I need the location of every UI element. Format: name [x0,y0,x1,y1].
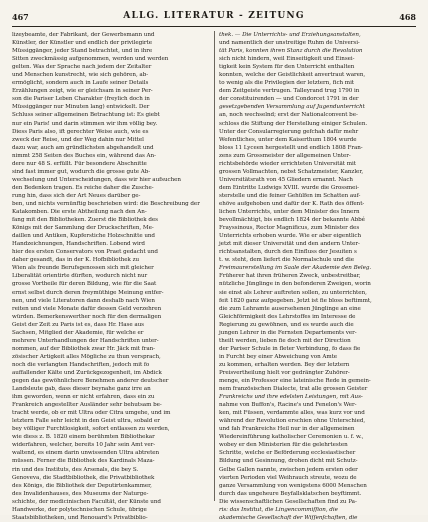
text-line: feit 1820 ganz aufgegeben. Jetzt ist fie bloss beftimmt, [219,297,372,304]
text-line: zens zum Grossmeister der allgemeinen Unter- [219,152,351,159]
text-line: lichen Unterrichts, unter dem Minister des Innern [219,209,360,216]
text-line: rin und des Instituts, des Arsenals, die bey S. [12,466,139,473]
text-line: Schluss seiner allgemeinen Betrachtung ist: Es giebt [12,112,160,119]
text-line: und Menschen kunstrecht, wie sich gehören, ab- [12,72,149,79]
text-line: Erzählungen zeigt, wie er gleichsam in seiner Per- [12,88,153,95]
text-line: Handwerke, der polytechnischen Schule, übrige [12,506,147,513]
text-line: Regierung zu gewöhnen, und es wurde auch die [219,321,354,328]
text-line: Gelbe Gallen nannte, zwischen jedem ersten oder [219,466,358,473]
text-line: Wien als freunde Berufsgenossen sich mit gleicher [12,265,154,272]
text-line: rung hin, dass sich der Art Neues darüber ge- [12,192,141,199]
text-line: Universitätsrath von 45 Gliedern ernannt. Nach [219,176,353,183]
text-line: Unterrichts erhoben wurde. Wie er aber eigentlich [219,233,362,240]
text-line: gegen das gewöhnlichere Benehmen anderer deutscher [12,378,169,385]
text-line: bloss 11 Lyceen hergestellt und endlich 1808 Fran- [219,144,363,151]
text-line: Schritte, welche er Beförderung ecclesiastischer [219,450,356,457]
text-line: nem französischen Dialecte, trat alle grossen Geister [219,386,368,393]
text-line: Liberalität orientirte dürften, wodurch nicht nur [12,273,148,280]
text-line: des Invalidenhauses, des Museums der Naturge- [12,490,149,497]
text-line: die zum Lehramte ausersehenen Jünglinge an eine [219,305,361,312]
text-line: gelten. Was der Sprache nach jedem der Zeitalter [12,64,152,71]
text-line: sie einst als Lehrer auftreten sollen, zu unterrichten, [219,289,367,296]
text-line: dem Zeitgeiste vertrugen. Talleyrand trug 1790 in [219,88,360,95]
text-line: son die Pariser Leben Charakter (freylich doch in [12,96,150,103]
text-line: Königs mit der Sammlung der Druckschriften, Me- [12,225,154,232]
text-line: widerfahren, welcher, bereits 10 Jahr sein Amt ver- [12,442,156,449]
text-line: mehrere Unterhandlungen der Handschriften unter- [12,337,159,344]
text-line: tät Paris, konnten ihren Stanz durch die Revolution [219,48,363,55]
text-line: an, noch wechselnd; erst der Nationalconvent be- [219,112,358,119]
text-line: Künstler, der Künstler und endlich der privilegirte [12,40,153,47]
text-line: richtsanstalten, durch den Einfluss der Jesuiten s [219,249,357,256]
text-line: Müssiggänger nur Minuten lang) entwickelt. Der [12,104,150,111]
text-line: würden. Bemerkenswerther noch für den dermaligen [12,313,162,320]
text-line: gesetzgebenden Versammlung auf Jugendunterricht [219,104,365,111]
text-line: des Königs, die Bibliothek der Deputirtenkammer, [12,482,152,489]
text-line: hier des ersten Conservators von Praet gedacht und [12,249,158,256]
text-line: Staatsbibliotheken, und Renouard's Privatbiblio- [12,514,148,521]
text-line: Landsleute gab, dass dieser beynahe ganz irre an [12,386,151,393]
text-line: Frayssinous, Rector Magnificus, zum Minister des [219,225,360,232]
text-line: zweck der Reise, und der Weg dahin nur Mittel [12,136,144,143]
text-line: nommen, auf der Bibliothek zwar Hr. Jäck mit fran- [12,345,156,352]
header-rule [12,26,416,27]
journal-title: ALLG. LITERATUR - ZEITUNG [123,11,305,21]
text-line: tigkeit kein System für den Unterricht enthalten [219,64,355,71]
text-line: reiten und viele Monate dafür dessen Geld verzehren [12,305,162,312]
page-number-left: 467 [12,12,29,22]
page-header [12,12,416,24]
text-line: thek. — Die Unterrichts- und Erziehungsanstalten, [219,32,361,38]
text-line: daher gesandt, das in der K. Hofbibliothek zu [12,257,140,264]
text-line: menge, ein Professor eine lateinische Rede in gemein- [219,378,371,385]
text-line: dazu war, auch am gründlichsten abgehandelt und [12,144,154,151]
left-column [12,31,209,521]
text-line: sich nicht hindern, weil Einseitigkeit und Einsei- [219,56,355,63]
text-line: Genoveva, die Stadtbibliothek, die Privatbibliothek [12,474,155,481]
text-line: letztern Falle sehr leicht in den Geist ultra, sobald er [12,418,160,425]
text-line: Müssiggänger, jeder Stand betrachtet, und in ihre [12,48,153,55]
text-line: dere nur 48 S. erfüllt. Für besondere Abschnitte [12,160,147,167]
text-line: jungen Lehrer in die Fernsten Departements ver- [219,329,357,336]
text-line: sterstelle und die feiner Gehülfen im Schatten auf- [219,192,361,199]
text-line: Gleichförmigkeit des Lehrstoffes im Interesse de [219,313,356,320]
text-line: wobey er den Ministerien für die gelehrtesten [219,442,348,449]
text-line: Preisvertheilung hielt vor gedrängter Zuhörer- [219,369,350,376]
text-line: waltend, es einem darin unwissenden Ultra abtreten [12,450,160,457]
text-line: bevollmächtigt, bis endlich 1824 der bekannte Abbé [219,217,365,224]
text-line: schichte, der medicinischen Facultät, der Künste und [12,498,161,505]
text-line: tracht werde, ob er mit Ultra oder Citra umgehe, und im [12,410,171,417]
text-line: zösischer Artigkeit alles Mögliche zu thun versprach, [12,353,161,360]
text-line: ihm geworden, wenn er nicht erfahren, dass ein zu [12,394,155,401]
text-line: wie diess z. B. 1820 einem berühmten Bibliothekar [12,434,155,441]
text-line: müssen. Ferner die Bibliothek des Kardinals Maza- [12,458,155,465]
text-line: Die wissenschaftlichen Gesellschaften find zu Pa- [219,498,357,505]
text-line: ris: das Institut, die Lingencommiſſion, die [219,506,338,513]
column-divider [214,31,215,501]
text-line: auffallender Kälte und Zurückgezogenheit, im Abdick [12,369,162,376]
text-line: nahme von Buffon's, Racine's und Fenelon's Wer- [219,402,357,409]
text-line: grosse Vortheile für deren Bildung, wie für die Saat [12,281,157,288]
text-line: Geist der Zeit zu Paris ist es, dass Hr. Hase aus [12,321,144,328]
text-line: akademische Gesellschaft der Wiſſenſchaften, die [219,514,358,521]
text-line: richtsbehörde wieder errichteten Universität mit [219,160,356,167]
text-line: vierten Perioden viel Weihrauch streute, wozu de [219,474,357,481]
text-line: Wefentliches, unter dem Kaiserthum 1804 wurde [219,136,357,143]
text-line: während der Revolution erschien ohne Unterschied, [219,418,366,425]
text-line: nützliche Jünglinge in den befonderen Zweigen, worin [219,281,371,288]
text-line: Freimaurerstellung im Saale der Akademie den Beleg. [219,265,372,272]
text-line: ermöglicht, sondern auch in Laufe seiner Details [12,80,149,87]
text-line: durch das ungeheure Beyfallsklatschen beyftimmt. [219,490,362,497]
page-number-right: 468 [399,12,416,22]
text-line: Sitten zweckmässig aufgenommen, werden und werden [12,56,169,63]
text-line: grossen Vollmachten, nebst Schatzmeister, Kanzler, [219,168,364,175]
text-line: theilt werden, lieben fie doch mit der Direction [219,337,351,344]
text-line: den Bedenken tragen. Es reiche daher die Zusche- [12,184,154,191]
text-line: Früherer hat ihren früheren Zweck, unbestreitbar, [219,273,361,280]
text-line: Unter der Consularregierung gefchah dafür mehr [219,128,359,135]
text-line: fang mit den Bibliotheken. Zuerst die Bibliothek des [12,217,158,224]
text-line: ganze Versammlung von wenigstens 6000 Menschen [219,482,367,489]
text-line: Sachsen, Mitglied der Akademie, für welche er [12,329,144,336]
text-line: Frankreich angestellter Ausländer sehr behutsam be- [12,402,162,409]
text-line: sind fast immer gut, wodurch die grosse gute Ab- [12,168,151,175]
text-line: und fah Frankreichs Heil nur in der allgemeinen [219,426,355,433]
text-line: Katakomben. Die erste Abtheilung nach den An- [12,209,147,216]
text-line: der constituirenden — und Condorcet 1791 in der [219,96,359,103]
text-line: der Pariser Schule in fleter Verbindung, fo dass fie [219,345,361,352]
text-line: to wenig als die Privilegien der letztern, fich mit [219,80,355,87]
right-column [219,31,416,521]
text-line: ken, mit Füssen, verdammte alles, was kurz vor und [219,410,365,417]
text-line: Wiedereinführung katholischer Ceremonien u. f. w., [219,434,364,441]
text-line: nur ein Paris! und darin stimmen wir ihm völlig bey. [12,120,158,127]
text-line: lizeybeamte, der Fabrikant, der Gewerbsmann und [12,32,155,38]
text-line: ben, und nichts vernünftig beschrieben wird: die Beschreibung der [12,200,200,207]
text-line: Handzeichnungen, Handschriften. Lobend wird [12,241,145,248]
text-line: Bildung und Gesinnung, drohen dicht mit Schutz- [219,458,358,465]
text-line: nen, und viele Literatoren dann deshalb nach Wien [12,297,155,304]
text-line: Frankreichs und ihre edelsten Leistungen, mit Aus- [219,394,363,401]
text-line: schloss die Stiftung der Herstellung einiger Schulen. [219,120,368,127]
text-line: in Furcht bey einer Abweichung von Amte [219,353,338,360]
text-line: wechselung und Unterscheidungen, dass wir hier aufsuchen [12,176,181,183]
text-line: daillen und Antiken, Kupferstiche Holzschnitte und [12,233,155,240]
text-line: bey völliger Furchtlosigkeit, sofort entlassen zu werden, [12,426,170,433]
text-line: dem Eintritte Ludwigs XVIII. wurde die Grossmei- [219,184,359,191]
text-line: ehöve aufgehoben und dafür der K. Rath des öffent- [219,200,365,207]
text-line: ernst selbst durch deren freymüthige Meinung entfer- [12,289,164,296]
text-line: Diess Paris also, ift gerechter Weise auch, wie es [12,128,149,135]
text-line: t. w. steht, dem liefert die Normalschule und die [219,257,354,264]
text-line: jetzt mit dieser Universität und den andern Unter- [219,241,360,248]
text-line: und namentlich der unstreitige Ruhm de Universi- [219,40,360,47]
text-line: konnten, welche der Geistlichkeit anvertraut waren, [219,72,366,79]
text-line: nimmt 258 Seiten des Buches ein, während das An- [12,152,156,159]
text-line: noch die verlangten Handschriften, jedoch mit fo [12,361,150,368]
text-line: zu kommen, erhalten werden. Bey der letztern [219,361,350,368]
